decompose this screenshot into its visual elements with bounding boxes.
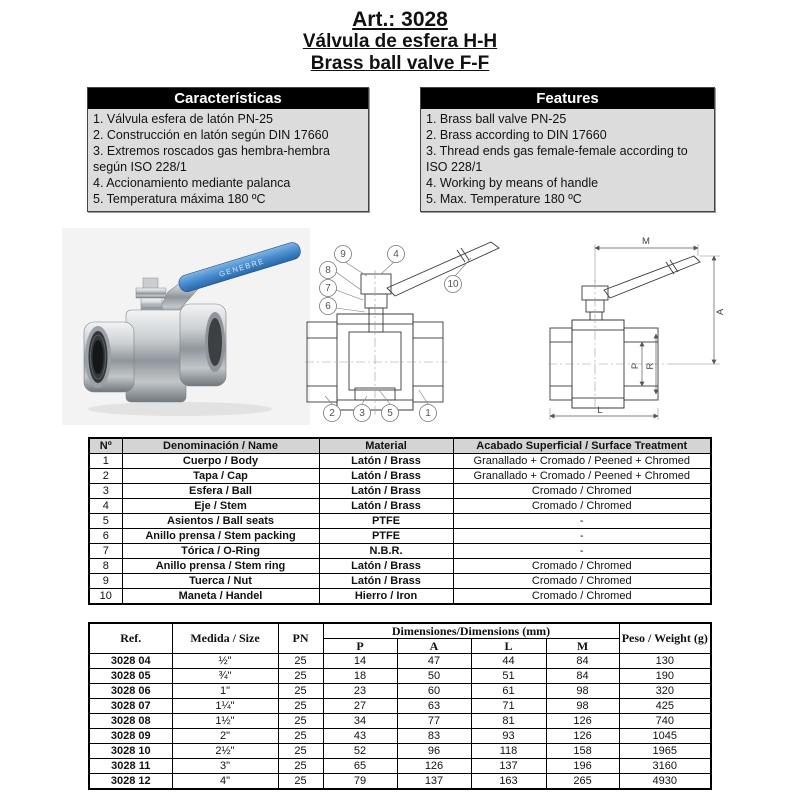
cell-size: 1¼" bbox=[172, 699, 278, 714]
cell-ref: 3028 10 bbox=[89, 744, 172, 759]
svg-text:4: 4 bbox=[393, 249, 399, 260]
cell-name: Tórica / O-Ring bbox=[122, 544, 319, 559]
features-item: 2. Brass according to DIN 17660 bbox=[426, 128, 607, 142]
cell-pn: 25 bbox=[278, 774, 323, 790]
svg-text:5: 5 bbox=[387, 408, 393, 419]
table-row bbox=[89, 559, 711, 574]
table-row bbox=[89, 469, 711, 484]
cell-weight: 320 bbox=[619, 684, 711, 699]
callout-9 bbox=[335, 246, 352, 263]
cell-name: Tuerca / Nut bbox=[122, 574, 319, 589]
table-row bbox=[89, 529, 711, 544]
components-header-row bbox=[89, 438, 711, 454]
callout-2 bbox=[324, 405, 341, 422]
cell-L: 44 bbox=[471, 654, 546, 669]
cell-treatment: - bbox=[453, 544, 711, 559]
cell-pn: 25 bbox=[278, 654, 323, 669]
cell-A: 77 bbox=[397, 714, 471, 729]
valve-side-geometry bbox=[550, 256, 700, 408]
cell-L: 61 bbox=[471, 684, 546, 699]
cell-P: 27 bbox=[323, 699, 397, 714]
col-header-weight: Peso / Weight (g) bbox=[619, 623, 711, 654]
table-row bbox=[89, 774, 711, 790]
table-row bbox=[89, 744, 711, 759]
cell-A: 47 bbox=[397, 654, 471, 669]
cell-treatment: Cromado / Chromed bbox=[453, 499, 711, 514]
svg-text:3: 3 bbox=[359, 408, 365, 419]
cell-size: 4" bbox=[172, 774, 278, 790]
cell-A: 137 bbox=[397, 774, 471, 790]
features-header: Features bbox=[421, 88, 714, 109]
cell-M: 84 bbox=[546, 669, 619, 684]
svg-text:9: 9 bbox=[340, 249, 346, 260]
cell-size: ½" bbox=[172, 654, 278, 669]
cell-treatment: - bbox=[453, 529, 711, 544]
col-header-name: Denominación / Name bbox=[122, 438, 319, 454]
svg-text:6: 6 bbox=[325, 301, 331, 312]
cell-material: PTFE bbox=[319, 514, 453, 529]
cell-pn: 25 bbox=[278, 669, 323, 684]
cell-M: 98 bbox=[546, 699, 619, 714]
dim-label-P: P bbox=[630, 362, 641, 370]
dims-header-row-1 bbox=[89, 623, 711, 639]
components-table bbox=[88, 437, 712, 605]
dimension-drawing bbox=[548, 228, 800, 425]
callout-10 bbox=[445, 276, 462, 293]
col-header-dimensions-group: Dimensiones/Dimensions (mm) bbox=[323, 623, 619, 639]
cell-M: 126 bbox=[546, 714, 619, 729]
cell-A: 126 bbox=[397, 759, 471, 774]
features-item: 1. Brass ball valve PN-25 bbox=[426, 112, 567, 126]
cell-size: 1" bbox=[172, 684, 278, 699]
svg-text:8: 8 bbox=[325, 265, 331, 276]
cell-ref: 3028 04 bbox=[89, 654, 172, 669]
cell-ref: 3028 06 bbox=[89, 684, 172, 699]
table-row bbox=[89, 574, 711, 589]
callout-6 bbox=[320, 298, 337, 315]
cell-number: 9 bbox=[89, 574, 122, 589]
cell-number: 10 bbox=[89, 589, 122, 605]
valve-photo bbox=[62, 228, 310, 425]
cell-weight: 190 bbox=[619, 669, 711, 684]
cell-material: Hierro / Iron bbox=[319, 589, 453, 605]
cell-weight: 4930 bbox=[619, 774, 711, 790]
features-item: 5. Max. Temperature 180 ºC bbox=[426, 192, 582, 206]
col-header-P: P bbox=[323, 639, 397, 654]
cell-P: 52 bbox=[323, 744, 397, 759]
cell-material: N.B.R. bbox=[319, 544, 453, 559]
cell-pn: 25 bbox=[278, 699, 323, 714]
dimension-lines bbox=[550, 244, 720, 420]
cell-L: 118 bbox=[471, 744, 546, 759]
cell-name: Asientos / Ball seats bbox=[122, 514, 319, 529]
callout-5 bbox=[382, 405, 399, 422]
caracteristicas-item: 4. Accionamiento mediante palanca bbox=[93, 176, 291, 190]
table-row bbox=[89, 484, 711, 499]
cell-P: 34 bbox=[323, 714, 397, 729]
cell-pn: 25 bbox=[278, 729, 323, 744]
cell-pn: 25 bbox=[278, 759, 323, 774]
cell-number: 4 bbox=[89, 499, 122, 514]
table-row bbox=[89, 454, 711, 469]
cell-M: 126 bbox=[546, 729, 619, 744]
caracteristicas-item: 1. Válvula esfera de latón PN-25 bbox=[93, 112, 273, 126]
svg-text:10: 10 bbox=[447, 279, 459, 290]
cell-treatment: Cromado / Chromed bbox=[453, 559, 711, 574]
table-row bbox=[89, 499, 711, 514]
cell-number: 8 bbox=[89, 559, 122, 574]
cell-weight: 1965 bbox=[619, 744, 711, 759]
cell-P: 23 bbox=[323, 684, 397, 699]
col-header-A: A bbox=[397, 639, 471, 654]
cell-name: Anillo prensa / Stem packing bbox=[122, 529, 319, 544]
cell-treatment: Cromado / Chromed bbox=[453, 484, 711, 499]
cell-pn: 25 bbox=[278, 714, 323, 729]
table-row bbox=[89, 544, 711, 559]
cell-material: Latón / Brass bbox=[319, 484, 453, 499]
cell-L: 51 bbox=[471, 669, 546, 684]
table-row bbox=[89, 514, 711, 529]
callout-4 bbox=[388, 246, 405, 263]
col-header-M: M bbox=[546, 639, 619, 654]
col-header-material: Material bbox=[319, 438, 453, 454]
cell-material: Latón / Brass bbox=[319, 559, 453, 574]
cell-treatment: Cromado / Chromed bbox=[453, 589, 711, 605]
cell-pn: 25 bbox=[278, 744, 323, 759]
cell-size: 2½" bbox=[172, 744, 278, 759]
features-item: 4. Working by means of handle bbox=[426, 176, 599, 190]
cell-number: 3 bbox=[89, 484, 122, 499]
callout-8 bbox=[320, 262, 337, 279]
caracteristicas-item: 3. Extremos roscados gas hembra-hembra según ISO 228/1 bbox=[93, 144, 330, 174]
cell-weight: 1045 bbox=[619, 729, 711, 744]
dim-label-L: L bbox=[597, 405, 603, 416]
table-row bbox=[89, 684, 711, 699]
cell-P: 18 bbox=[323, 669, 397, 684]
title-english: Brass ball valve F-F bbox=[310, 53, 490, 74]
callout-1 bbox=[420, 405, 437, 422]
features-item: 3. Thread ends gas female-female according to ISO 228/1 bbox=[426, 144, 688, 174]
col-header-treatment: Acabado Superficial / Surface Treatment bbox=[453, 438, 711, 454]
svg-text:1: 1 bbox=[425, 408, 431, 419]
cell-number: 6 bbox=[89, 529, 122, 544]
section-drawing bbox=[305, 228, 550, 425]
cell-ref: 3028 08 bbox=[89, 714, 172, 729]
table-row bbox=[89, 589, 711, 605]
cell-number: 1 bbox=[89, 454, 122, 469]
svg-text:2: 2 bbox=[329, 408, 335, 419]
cell-A: 83 bbox=[397, 729, 471, 744]
cell-M: 196 bbox=[546, 759, 619, 774]
cell-L: 163 bbox=[471, 774, 546, 790]
col-header-number: Nº bbox=[89, 438, 122, 454]
table-row bbox=[89, 654, 711, 669]
cell-ref: 3028 11 bbox=[89, 759, 172, 774]
cell-size: 3" bbox=[172, 759, 278, 774]
caracteristicas-item: 5. Temperatura máxima 180 ºC bbox=[93, 192, 266, 206]
col-header-size: Medida / Size bbox=[172, 623, 278, 654]
cell-P: 79 bbox=[323, 774, 397, 790]
photo-shadow bbox=[88, 402, 272, 416]
cell-material: PTFE bbox=[319, 529, 453, 544]
caracteristicas-list bbox=[88, 109, 368, 211]
brand-text: GENEBRE bbox=[217, 256, 266, 279]
cell-material: Latón / Brass bbox=[319, 499, 453, 514]
cell-material: Latón / Brass bbox=[319, 454, 453, 469]
table-row bbox=[89, 714, 711, 729]
col-header-L: L bbox=[471, 639, 546, 654]
col-header-pn: PN bbox=[278, 623, 323, 654]
cell-name: Maneta / Handel bbox=[122, 589, 319, 605]
cell-P: 14 bbox=[323, 654, 397, 669]
cell-name: Anillo prensa / Stem ring bbox=[122, 559, 319, 574]
features-list bbox=[421, 109, 714, 211]
cell-L: 137 bbox=[471, 759, 546, 774]
cell-size: 2" bbox=[172, 729, 278, 744]
cell-A: 60 bbox=[397, 684, 471, 699]
cell-weight: 740 bbox=[619, 714, 711, 729]
cell-material: Latón / Brass bbox=[319, 469, 453, 484]
dim-label-R: R bbox=[645, 362, 656, 370]
cell-name: Tapa / Cap bbox=[122, 469, 319, 484]
table-row bbox=[89, 669, 711, 684]
caracteristicas-header: Características bbox=[88, 88, 368, 109]
cell-size: 1½" bbox=[172, 714, 278, 729]
dimensions-table bbox=[88, 622, 712, 790]
cell-material: Latón / Brass bbox=[319, 574, 453, 589]
caracteristicas-item: 2. Construcción en latón según DIN 17660 bbox=[93, 128, 329, 142]
cell-L: 81 bbox=[471, 714, 546, 729]
cell-P: 65 bbox=[323, 759, 397, 774]
cell-name: Eje / Stem bbox=[122, 499, 319, 514]
caracteristicas-box bbox=[87, 87, 369, 212]
callout-3 bbox=[354, 405, 371, 422]
svg-text:7: 7 bbox=[325, 283, 331, 294]
cell-number: 7 bbox=[89, 544, 122, 559]
title-spanish: Válvula de esfera H-H bbox=[302, 31, 498, 52]
cell-M: 158 bbox=[546, 744, 619, 759]
cell-weight: 425 bbox=[619, 699, 711, 714]
cell-weight: 3160 bbox=[619, 759, 711, 774]
cell-L: 93 bbox=[471, 729, 546, 744]
cell-A: 63 bbox=[397, 699, 471, 714]
cell-M: 98 bbox=[546, 684, 619, 699]
col-header-ref: Ref. bbox=[89, 623, 172, 654]
cell-size: ¾" bbox=[172, 669, 278, 684]
table-row bbox=[89, 729, 711, 744]
cell-L: 71 bbox=[471, 699, 546, 714]
cell-M: 84 bbox=[546, 654, 619, 669]
features-box bbox=[420, 87, 715, 212]
cell-treatment: Cromado / Chromed bbox=[453, 574, 711, 589]
cell-number: 5 bbox=[89, 514, 122, 529]
cell-ref: 3028 12 bbox=[89, 774, 172, 790]
cell-M: 265 bbox=[546, 774, 619, 790]
cell-P: 43 bbox=[323, 729, 397, 744]
cell-A: 50 bbox=[397, 669, 471, 684]
table-row bbox=[89, 759, 711, 774]
dim-label-A: A bbox=[715, 308, 726, 316]
dim-label-M: M bbox=[642, 236, 650, 247]
cell-treatment: Granallado + Cromado / Peened + Chromed bbox=[453, 454, 711, 469]
cell-A: 96 bbox=[397, 744, 471, 759]
table-row bbox=[89, 699, 711, 714]
cell-number: 2 bbox=[89, 469, 122, 484]
article-number: Art.: 3028 bbox=[352, 8, 448, 31]
title-block bbox=[0, 8, 800, 75]
cell-weight: 130 bbox=[619, 654, 711, 669]
cell-treatment: - bbox=[453, 514, 711, 529]
cell-name: Cuerpo / Body bbox=[122, 454, 319, 469]
cell-ref: 3028 09 bbox=[89, 729, 172, 744]
cell-pn: 25 bbox=[278, 684, 323, 699]
cell-name: Esfera / Ball bbox=[122, 484, 319, 499]
cell-ref: 3028 07 bbox=[89, 699, 172, 714]
cell-treatment: Granallado + Cromado / Peened + Chromed bbox=[453, 469, 711, 484]
cell-ref: 3028 05 bbox=[89, 669, 172, 684]
callout-7 bbox=[320, 280, 337, 297]
